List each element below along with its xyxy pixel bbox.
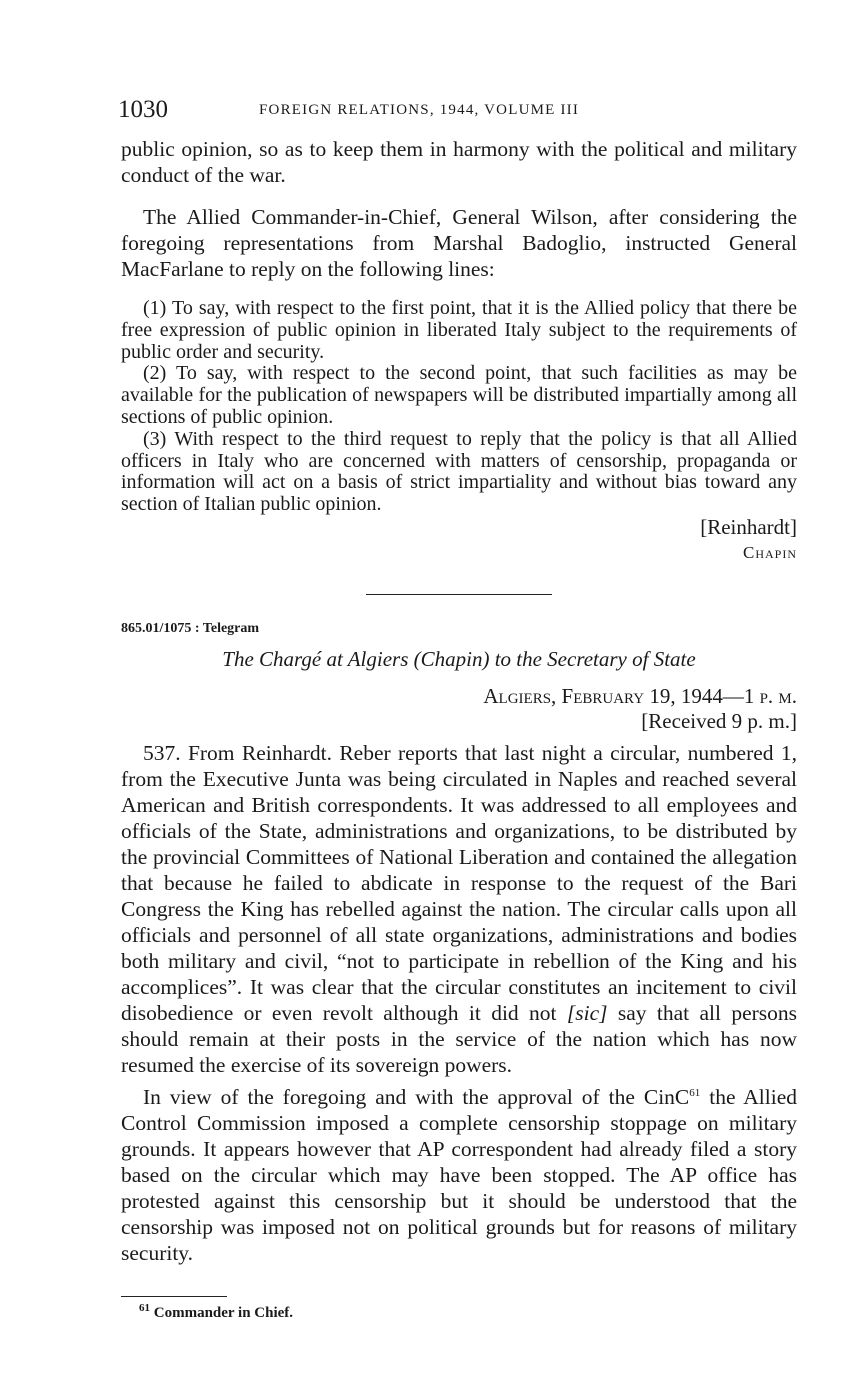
censorship-paragraph [121,1084,797,1266]
page-header [118,96,797,136]
wilson-paragraph: The Allied Commander-in-Chief, General Wilson, after considering the foregoing representations from Marshal Badoglio, instructed General MacFarlane to reply on the following lines: [121,205,797,281]
dateline: Algiers, February 19, 1944—1 p. m. [483,683,797,708]
file-reference: 865.01/1075 : Telegram [121,620,260,636]
signature-name: Chapin [742,542,797,562]
list-item: (1) To say, with respect to the first point, that it is the Allied policy that there be free expression of public opinion in liberated Italy subject to the requirements of public order and security. [121,297,797,363]
section-divider [366,594,552,595]
document-page [118,96,798,1322]
running-head: FOREIGN RELATIONS, 1944, VOLUME III [259,102,580,118]
page-number: 1030 [118,96,168,123]
paragraph-text: In view of the foregoing and with the approval of the CinC [143,1084,690,1109]
paragraph-text: say that all persons should remain at their posts in the service of the nation which has now resumed the exercise of its sovereign powers. [121,1000,798,1077]
paragraph-text: 537. From Reinhardt. Reber reports that last night a circular, numbered 1, from the Executive Junta was being circulated in Naples and reached several American and British correspondents. It was addressed to all employees and officials of the State, administrations and organizations, to be distributed by the provincial Committees of National Liberation and contained the allegation that because he failed to abdicate in response to the request of the Bari Congress the King has rebelled against the nation. The circular calls upon all officials and personnel of all state organizations, administrations and bodies both military and civil, “not to participate in rebellion of the King and his accomplices”. It was clear that the circular constitutes an incitement to civil disobedience or even revolt although it did not [121,740,797,1025]
telegram-paragraph-537 [121,740,797,1078]
paragraph-text: the Allied Control Commission imposed a complete censorship stoppage on military grounds. It appears however that AP correspondent had already filed a story based on the circular which may have been stopped. The AP office has protested against this censorship but it should be understood that the censorship was imposed not on political grounds but for reasons of military security. [121,1084,797,1265]
footnote-text: Commander in Chief. [150,1304,294,1321]
footnote-reference[interactable]: 61 [689,1086,701,1099]
reply-points-list [121,298,797,516]
footnote-rule [121,1296,227,1297]
document-title: The Chargé at Algiers (Chapin) to the Secretary of State [222,646,696,671]
footnote-marker: 61 [139,1301,150,1314]
list-item: (3) With respect to the third request to reply that the policy is that all Allied officers in Italy who are concerned with matters of censorship, propaganda or information will act on a basis of strict impartiality and without bias toward any section of Italian public opinion. [121,427,797,516]
sic-annotation: [sic] [566,1000,608,1025]
signature-bracket: [Reinhardt] [700,514,797,539]
list-item: (2) To say, with respect to the second point, that such facilities as may be available for the publication of newspapers will be distributed impartially among all sections of public opinion. [121,362,797,428]
continuation-paragraph: public opinion, so as to keep them in harmony with the political and military conduct of the war. [121,137,797,187]
received-note: [Received 9 p. m.] [641,708,797,733]
footnote [139,1301,797,1322]
